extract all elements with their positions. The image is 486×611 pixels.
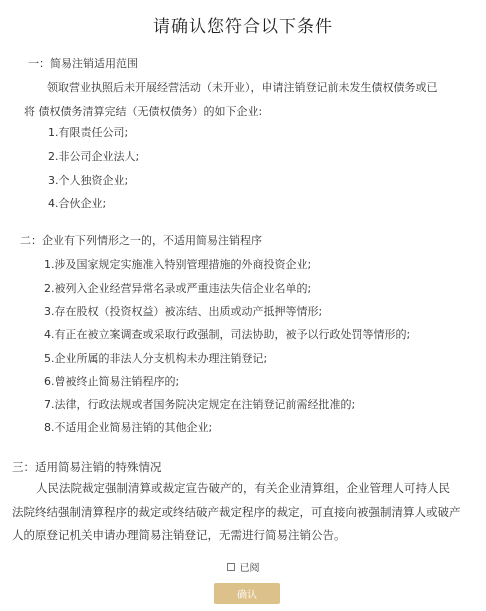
section2-heading: 二：企业有下列情形之一的，不适用简易注销程序 — [20, 234, 262, 247]
section2-item: 1.涉及国家规定实施准入特别管理措施的外商投资企业; — [44, 258, 312, 271]
section2-item: 8.不适用企业简易注销的其他企业; — [44, 421, 213, 434]
agree-label[interactable]: 已阅 — [239, 563, 260, 574]
section1-item: 3.个人独资企业; — [48, 174, 129, 187]
section2-item: 7.法律，行政法规或者国务院决定规定在注销登记前需经批准的; — [44, 398, 356, 411]
section1-item: 1.有限责任公司; — [48, 126, 129, 139]
section2-item: 2.被列入企业经营异常名录或严重违法失信企业名单的; — [44, 282, 312, 295]
section1-intro-line2: 将 债权债务清算完结（无债权债务）的如下企业: — [24, 105, 263, 118]
section2-item: 5.企业所属的非法人分支机构未办理注销登记; — [44, 352, 268, 365]
section2-item: 6.曾被终止简易注销程序的; — [44, 375, 180, 388]
agree-row — [0, 559, 486, 574]
section2-item: 3.存在股权（投资权益）被冻结、出质或动产抵押等情形; — [44, 305, 323, 318]
page-title: 请确认您符合以下条件 — [153, 17, 333, 37]
confirm-button[interactable]: 确认 — [214, 583, 280, 604]
agree-checkbox[interactable] — [227, 563, 235, 571]
section3-line: 人民法院裁定强制清算或裁定宣告破产的，有关企业清算组，企业管理人可持人民 — [36, 481, 450, 495]
section3-line: 人的原登记机关申请办理简易注销登记，无需进行简易注销公告。 — [12, 528, 346, 542]
section1-item: 4.合伙企业; — [48, 197, 107, 210]
section1-intro-line1: 领取营业执照后未开展经营活动（未开业），申请注销登记前未发生债权债务或已 — [47, 81, 438, 94]
section3-heading: 三：适用简易注销的特殊情况 — [12, 460, 162, 474]
section1-heading: 一：简易注销适用范围 — [28, 57, 138, 70]
section1-item: 2.非公司企业法人; — [48, 150, 140, 163]
section3-line: 法院终结强制清算程序的裁定或终结破产裁定程序的裁定，可直接向被强制清算人或破产 — [12, 505, 461, 519]
section2-item: 4.有正在被立案调查或采取行政强制，司法协助，被予以行政处罚等情形的; — [44, 328, 411, 341]
